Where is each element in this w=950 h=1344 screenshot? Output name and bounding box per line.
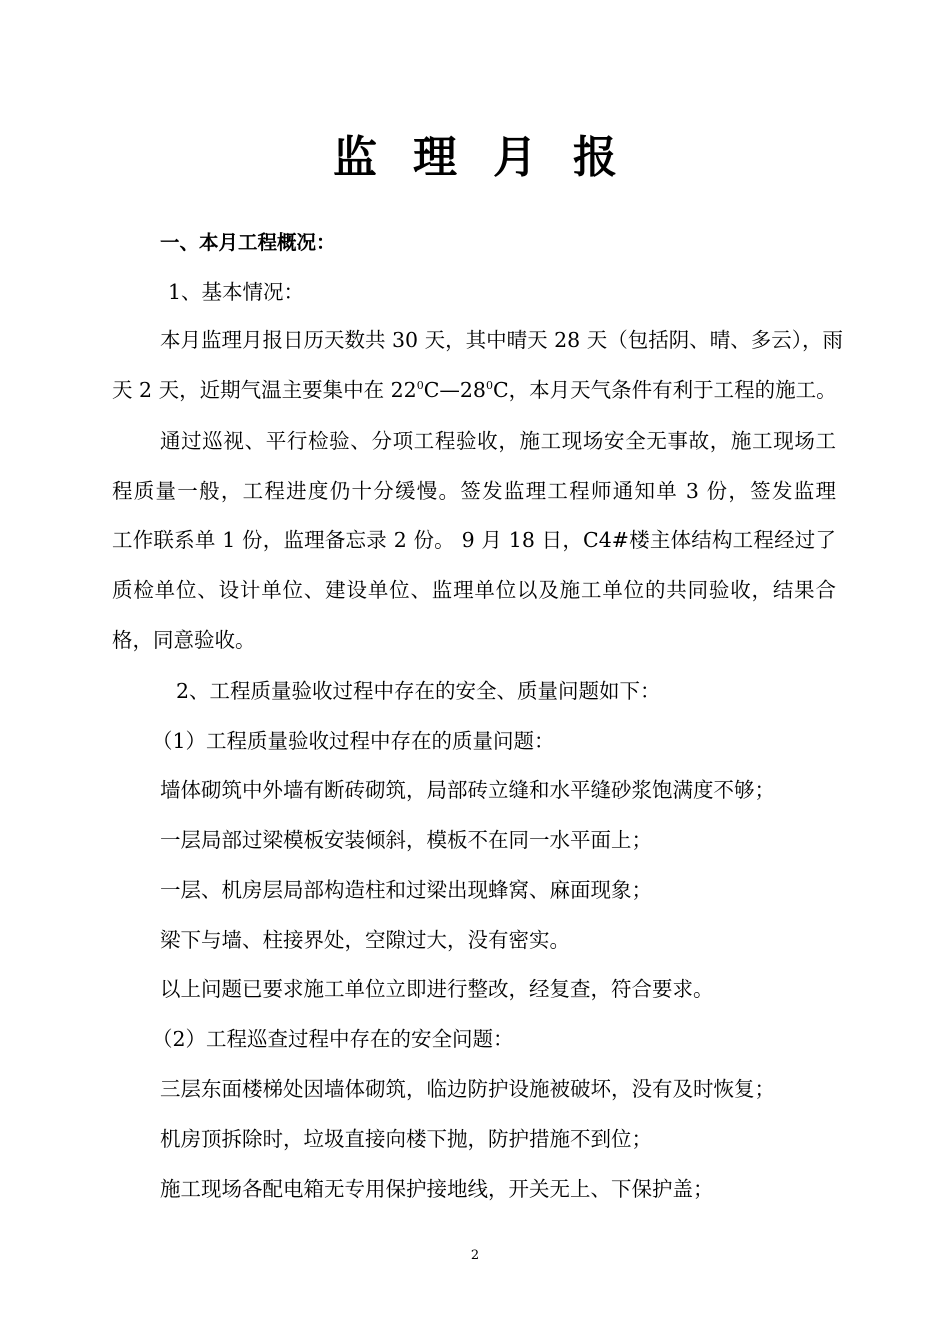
safety-issue-item: 三层东面楼梯处因墙体砌筑，临边防护设施被破坏，没有及时恢复；	[160, 1077, 775, 1101]
safety-issue-item: 机房顶拆除时，垃圾直接向楼下抛，防护措施不到位；	[160, 1127, 652, 1151]
quality-conclusion: 以上问题已要求施工单位立即进行整改，经复查，符合要求。	[160, 977, 714, 1001]
paragraph-line-temperature	[112, 375, 837, 405]
safety-issue-item: 施工现场各配电箱无专用保护接地线，开关无上、下保护盖；	[160, 1177, 714, 1201]
quality-issue-item: 一层、机房层局部构造柱和过梁出现蜂窝、麻面现象；	[160, 878, 652, 902]
paragraph-line: 格，同意验收。	[112, 628, 256, 652]
paragraph-line: 程质量一般，工程进度仍十分缓慢。签发监理工程师通知单 3 份，签发监理	[112, 479, 836, 503]
paragraph-line: 质检单位、设计单位、建设单位、监理单位以及施工单位的共同验收，结果合	[112, 578, 836, 602]
quality-issue-item: 一层局部过梁模板安装倾斜，模板不在同一水平面上；	[160, 828, 652, 852]
quality-issue-item: 墙体砌筑中外墙有断砖砌筑，局部砖立缝和水平缝砂浆饱满度不够；	[160, 778, 775, 802]
text-run: C，本月天气条件有利于工程的施工。	[492, 378, 837, 402]
page-title: 监理月报	[333, 132, 653, 183]
quality-issue-item: 梁下与墙、柱接界处，空隙过大，没有密实。	[160, 928, 570, 952]
section-heading: 一、本月工程概况：	[160, 231, 336, 254]
subsection-heading-issues: 2、工程质量验收过程中存在的安全、质量问题如下：	[176, 679, 661, 703]
paragraph-line: 工作联系单 1 份，监理备忘录 2 份。 9 月 18 日，C4#楼主体结构工程经过了	[112, 528, 836, 552]
quality-issues-heading: （1）工程质量验收过程中存在的质量问题：	[152, 729, 555, 753]
paragraph-line: 通过巡视、平行检验、分项工程验收，施工现场安全无事故，施工现场工	[160, 429, 836, 453]
subsection-heading-basic: 1、基本情况：	[168, 280, 305, 304]
text-run: 天 2 天，近期气温主要集中在 22	[112, 378, 417, 402]
paragraph-line: 本月监理月报日历天数共 30 天，其中晴天 28 天（包括阴、晴、多云），雨	[160, 328, 843, 352]
page-number: 2	[470, 1248, 480, 1263]
superscript: 0	[485, 379, 493, 393]
safety-issues-heading: （2）工程巡查过程中存在的安全问题：	[152, 1027, 514, 1051]
text-run: C—28	[423, 378, 486, 402]
superscript: 0	[416, 379, 424, 393]
